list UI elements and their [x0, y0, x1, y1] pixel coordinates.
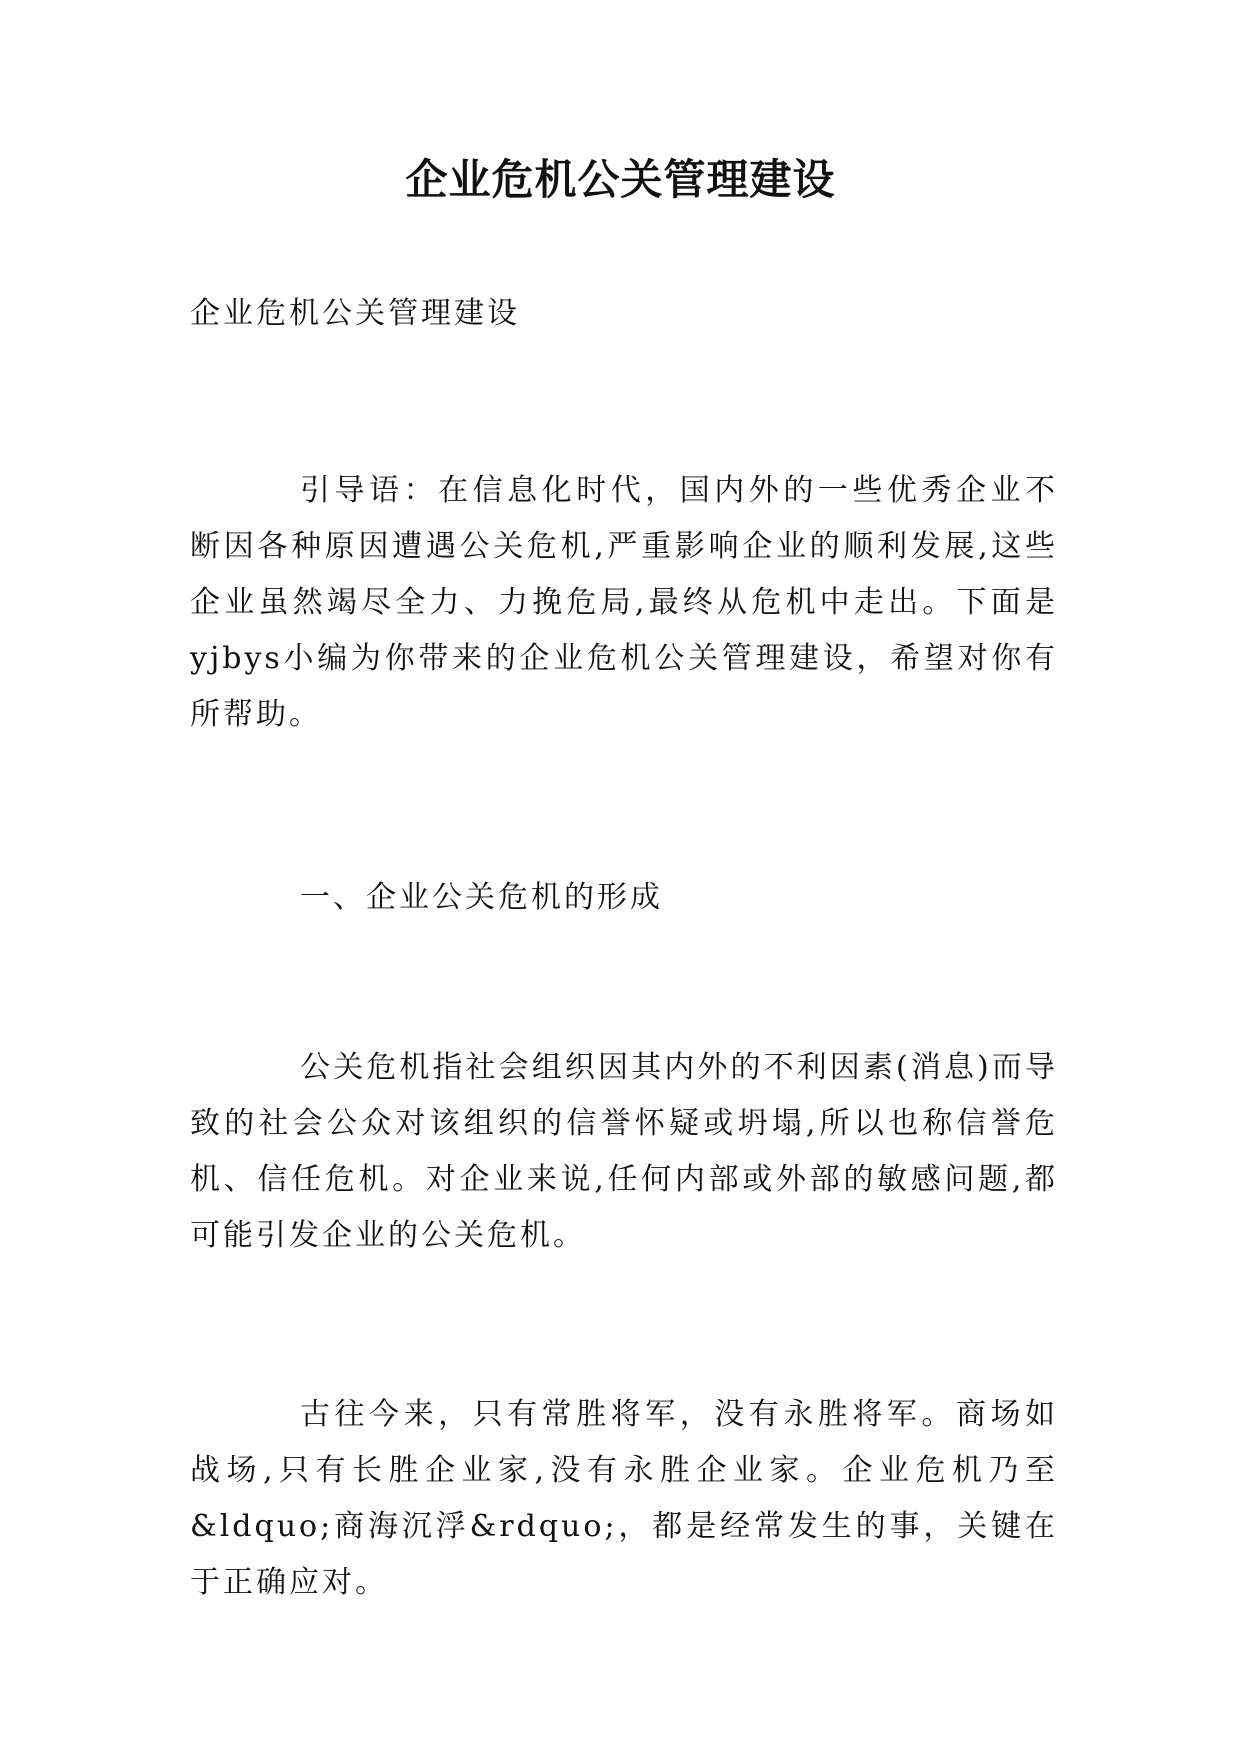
body-paragraph-1: 公关危机指社会组织因其内外的不利因素(消息)而导致的社会公众对该组织的信誉怀疑或坍塌,所以也称信誉危机、信任危机。对企业来说,任何内部或外部的敏感问题,都可能引发企业的公关危机。: [190, 1050, 1058, 1253]
document-subtitle: 企业危机公关管理建设: [190, 296, 520, 331]
body-paragraph-2: 古往今来，只有常胜将军，没有永胜将军。商场如战场,只有长胜企业家,没有永胜企业家。企业危机乃至&ldquo;商海沉浮&rdquo;，都是经常发生的事，关键在于正确应对。: [190, 1397, 1058, 1600]
document-title: 企业危机公关管理建设: [405, 155, 836, 204]
intro-paragraph: 引导语：在信息化时代，国内外的一些优秀企业不断因各种原因遭遇公关危机,严重影响企业的顺利发展,这些企业虽然竭尽全力、力挽危局,最终从危机中走出。下面是yjbys小编为你带来的企业危机公关管理建设，希望对你有所帮助。: [190, 473, 1058, 732]
section-heading: 一、企业公关危机的形成: [300, 880, 663, 915]
